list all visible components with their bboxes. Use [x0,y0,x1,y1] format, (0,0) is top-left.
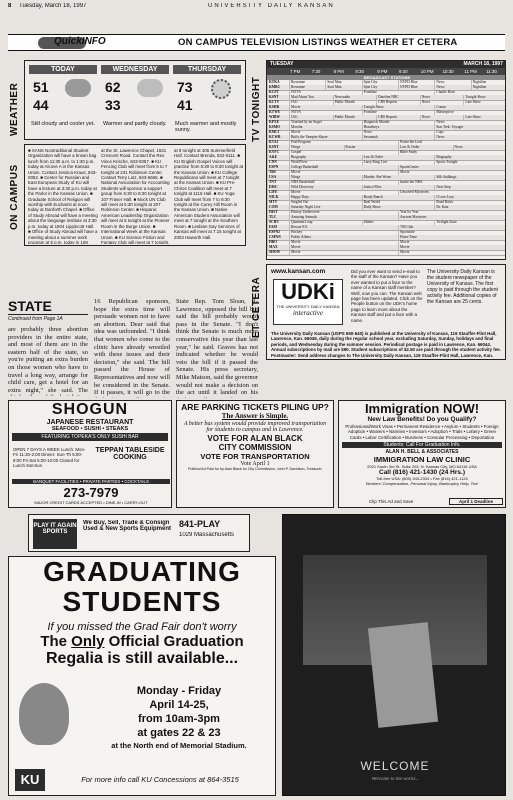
tv-section-label: TV TONIGHT [251,76,262,142]
tv-broadcast-header: BROADCAST STATIONS [267,75,506,80]
weather-icon-cloud [65,79,91,97]
tv-show: Ancient Mysteries [398,215,506,220]
tv-show: Frontline [362,110,437,115]
tv-show: Tonight Show [362,105,437,110]
parking-answer: The Answer is Simple. [221,412,289,420]
tv-show: News [434,120,506,125]
tv-channel: KCWB [267,135,291,140]
paper-name: UNIVERSITY DAILY KANSAN [208,3,335,9]
state-continued: Continued from Page 1A [8,316,63,322]
photo-ad [282,514,506,796]
tv-show: Movie [398,170,506,175]
tv-show: News [420,115,466,120]
state-column-2: 16 Republican sponsors, hope the extra time will persuade women not to have an abortion. Dear said that idea was unfounded. "I think that women who come to the clinic have already wrestled with these issues and their decision," she said. The bill passed the House of Representatives and now will be considered in the Senate. If it passes, it will go to the [94,298,170,397]
tv-channel: KTAJ [267,140,291,145]
tv-channel: TBS [267,170,291,175]
tv-show: News [453,145,507,150]
graduation-line-2c: Official Graduation [108,633,244,650]
tv-show: Wings [289,145,346,150]
campus-column-2: at the St. Lawrence Chapel, 1631 Crescent Road. Contact the Rev. Vince Krische, 843-0357. ■ KU Fencing Club will meet from 5 to 7 tonight at 231 Robinson Center. Contact Terry Lutz, 843-6665. ■ National Association for Accounting Students will sponsor a support group from 6:30 to 8:30 tonight at 107 Fraser Hall. ■ Mock UN Club will meet at 6:30 tonight at 207 Robinson Center. ■ Hispanic American Leadership Organization will meet at 6 tonight at the Pioneer Room in the Burge Union. ■ International Week at the Kansas Union. ■ KU Science Fiction and Fantasy Club will meet at 7 tonight. [101,148,170,244]
tv-channel: A&E [267,155,291,160]
tv-show: Dateline NBC [376,95,422,100]
tv-show: Praise the Lord [398,140,506,145]
tv-show: Unsolved Mysteries [398,190,506,195]
tv-show: Road Rules [434,200,506,205]
tv-channel: MAX [267,245,291,250]
tv-time-slot: 10:30 [442,69,454,74]
web-blurb: Did you ever want to send e-mail to the staff of the Kansan? Have you ever wanted to put a face to the name of a Kansan staff member? Well, now you can. The Kansan web page has been updated. Click on the People button on the UDK's home page to learn more about the Kansan staff and put a face with a name. [351,269,423,323]
tv-channel: ESPN2 [267,230,291,235]
tv-show: Real World [362,200,437,205]
weather-day-name: THURSDAY [173,65,241,74]
shogun-banquet: BANQUET FACILITIES • PRIVATE PARTIES • COCKTAILS [12,479,170,484]
shogun-phone: 273-7979 [63,485,119,500]
tv-show: Justice Files [362,185,437,190]
tv-channel: KPXE [267,120,291,125]
tv-show: Inside the NBA [398,180,506,185]
tv-show: History Undercover [289,210,400,215]
tv-show: Public Morals [333,100,379,105]
tv-listings [267,80,506,260]
tv-show: NOVA [289,110,364,115]
weather-description: Still cloudy and cooler yet. [31,121,95,127]
immigration-headline: Immigration NOW! [364,401,480,416]
tv-show: WorldView [289,160,364,165]
tv-show: Amazing Animals [289,215,400,220]
weather-day-thursday [173,65,241,137]
tv-show: Prime Time [398,235,506,240]
tv-show: Movie [398,250,506,255]
tv-show: Spin City [362,80,400,85]
tv-channel: SHOW [267,250,291,255]
page-number: 8 [8,3,12,9]
tv-show: Sportsnite [398,230,506,235]
immigration-tollfree: Toll-free USA: (800) 343-2334 • Fax (816) 421-1124 [376,476,468,482]
play-it-again-phone: 841-PLAY [179,519,221,529]
tv-show: Tonight Show [463,95,506,100]
immigration-ad [338,400,506,508]
campus-section-label: ON CAMPUS [9,164,20,230]
vote-date: Vote April 1 [240,461,270,467]
tv-show: Late Show [463,115,506,120]
tv-show: Saturday Night Live [289,205,364,210]
tv-channel: HBO [267,240,291,245]
weather-section-label: WEATHER [9,82,20,136]
tv-time-slot: 8:30 [355,69,364,74]
tv-channel: KSMO [267,125,291,130]
graduation-line-3: Regalia is still available... [45,650,239,667]
tv-channel: KYFC [267,150,291,155]
graduation-days: Monday - Friday [136,685,222,697]
weather-day-name: WEDNESDAY [101,65,169,74]
tv-channel: KCPT [267,90,291,95]
tv-show: 700 Club [398,225,506,230]
tv-show: Law & Order [398,145,455,150]
tv-show: Biography [434,155,506,160]
graduation-gates: at gates 22 & 23 [137,727,221,739]
tv-show: Public Morals [333,115,379,120]
photo-title: WELCOME [360,759,430,773]
tv-show: Buffy the Vampire Slayer [289,135,364,140]
graduation-line-1: If you missed the Grad Fair don't worry [47,621,237,633]
tv-show: Quantum Leap [289,220,364,225]
tv-show: Moesha [289,125,364,130]
tv-channel: FAM [267,225,291,230]
tv-time-slot: 7 PM [290,69,301,74]
tv-show: Year by Year [398,210,506,215]
tv-channel: TLC [267,215,291,220]
tv-show: Touched by an Angel [289,120,364,125]
immigration-services: Professional/Work Visas • Permanent Residence • Asylum • Students • Foreign Adoption • Waivers • Nannies • Investors • Adoption • Trials • Lottery • Green Cards • Labor Certification • Business • Consular Processing • Deportation [345,424,499,440]
tv-show: Movie [289,170,400,175]
tv-show: NYPD Blue [398,80,436,85]
tv-show: Movie [289,130,364,135]
tv-show: Movie [289,245,400,250]
immigration-firm: ALAN H. BELL & ASSOCIATES [385,449,459,456]
tv-channel: DISC [267,185,291,190]
immigration-students: Students: Call For Graduation Info. [342,442,502,448]
tv-show: NOVA [289,90,364,95]
vote-line-1: VOTE FOR ALAN BLACK [207,434,303,443]
tv-time-slot: 9:30 [399,69,408,74]
tv-show: Nightline [471,85,506,90]
tv-show: Homeboys [362,125,437,130]
tv-show: Singled Out [289,200,364,205]
april-deadline: April 1 Deadline [449,498,503,505]
weather-low: 41 [177,97,193,113]
play-it-again-address: 1029 Massachusetts [179,532,235,538]
immigration-workers: Workers' Compensation, Personal Injury, Bankruptcy Help, Too! [365,481,479,487]
play-it-again-logo: PLAY IT AGAIN SPORTS [33,519,77,549]
tv-time-slot: 10 PM [420,69,434,74]
tv-show: Cops [434,130,506,135]
tv-show: Conan [434,105,506,110]
tv-show: CBS Reports [376,115,422,120]
tv-channel: KTWU [267,110,291,115]
tv-show: Paid Program [289,140,400,145]
photo-caption: Welcome to the world... [371,777,419,782]
tv-show: Murder, She Wrote [362,175,437,180]
tv-time-slot: 11 PM [464,69,477,74]
tv-show: Frasier [344,145,401,150]
tv-show: Diagnosis Murder [362,120,437,125]
jayhawk-mascot-icon [19,683,69,745]
ku-logo: KU [15,769,45,791]
quickinfo-logo: QuickINFO [54,36,106,47]
tv-show: News [420,95,466,100]
weather-day-today [29,65,97,137]
publication-policy: The University Daily Kansan (USPS 650-640) is published at the University of Kansas, 119 Stauffer-Flint Hall, Lawrence, Kan. 66045, daily during the regular school year, excluding Saturday, Sunday, holidays and final periods, and Wednesday during the summer session. Periodical postage is paid in Lawrence, Kan. 66044. Annual subscriptions by mail are $90. Student subscriptions of $2.50 are paid through the student activity fee. Postmaster: Send address changes to The University Daily Kansan, 119 Stauffer-Flint Hall, Lawrence, Kan. [271,331,501,358]
tv-show: News [434,135,506,140]
tv-show: Rescue 911 [289,225,400,230]
graduation-info: For more info call KU Concessions at 864-3515 [81,775,239,784]
tv-show: Brady Bunch [362,195,437,200]
play-it-again-ad [28,514,250,552]
tv-show: Public Affairs [289,235,400,240]
tv-show: Nightline [471,80,506,85]
shogun-featuring: FEATURING TOPEKA'S ONLY SUSHI BAR [12,433,168,441]
tv-channel: COM [267,205,291,210]
weather-low: 44 [33,97,49,113]
tv-channel: MTV [267,200,291,205]
tv-show: Biography [289,155,364,160]
tv-channel: KSNT [267,95,291,100]
tv-show: News [362,130,437,135]
state-column-1: are probably three abortion providers in the entire state, and most of them are in the eastern half of the state, so you're putting an extra burden on those women who have to travel a long way, arrange for child care, get a hotel for an extra night," she said. The [8,326,88,394]
tv-show: News [420,100,466,105]
udki-tagline: interactive [293,309,323,317]
immigration-firm-2: IMMIGRATION LAW CLINIC [373,455,471,465]
tv-channel: ESPN [267,165,291,170]
tv-date: MARCH 18, 1997 [463,61,503,67]
weather-day-name: TODAY [29,65,97,74]
tv-show: Mad About You [289,95,335,100]
tv-show: Happy Days [289,195,364,200]
tv-time-slot: 8 PM [333,69,344,74]
tv-show: SportsCenter [398,165,506,170]
weather-panel [24,60,246,140]
weather-description: Warmer and partly cloudy. [103,121,167,127]
tv-show: Daily Show [362,205,437,210]
tv-show: Sports Tonight [434,160,506,165]
tv-show: Roseanne [289,80,327,85]
tv-show: Next Step [434,185,506,190]
vote-line-3: VOTE FOR TRANSPORTATION [200,452,310,461]
tv-channel: SCIFI [267,220,291,225]
weather-icon-partly-cloudy [137,79,163,97]
graduation-headline-2: STUDENTS [62,586,222,617]
shogun-teppan: TEPPAN TABLESIDE COOKING [95,447,165,461]
tv-show: Masterpiece [434,110,506,115]
tv-show: Late Show [463,100,506,105]
web-url: www.kansan.com [271,268,326,275]
tv-time-slot: 7:30 [311,69,321,74]
tv-date-bar [267,61,506,68]
immigration-address: 2021 South 3rd St. Suite 203, N. Kansas City, MO 64116 USA [367,464,477,470]
tv-grid [266,60,506,260]
graduation-times: from 10am-3pm [138,713,220,725]
tv-channel: TNT [267,180,291,185]
alan-black-ad [176,400,334,508]
shogun-subtitle: JAPANESE RESTAURANT [46,419,134,426]
etcetera-section-label: ET CETERA [251,276,262,338]
tv-channel: CNN [267,160,291,165]
tv-channel: KMBC [267,85,291,90]
etcetera-panel [266,264,506,360]
tv-show: News [434,80,472,85]
tv-show: News [434,85,472,90]
tv-show: Frontline [362,90,437,95]
graduation-headline-1: GRADUATING [43,556,241,587]
tv-show: JAG [289,100,335,105]
tv-show: Larry King Live [362,160,437,165]
tv-channel: KTKA [267,80,291,85]
shogun-name: SHOGUN [51,401,129,418]
issue-date: Tuesday, March 18, 1997 [19,3,87,9]
udki-subtitle: THE UNIVERSITY DAILY KANSAN [276,304,340,309]
tv-channel: USA [267,175,291,180]
tv-show: Roseanne [289,85,327,90]
tv-show: NBA Basketball [289,180,400,185]
parking-headline: ARE PARKING TICKETS PILING UP? [181,402,329,412]
tv-channel: LIFE [267,190,291,195]
shogun-items: SEAFOOD • SUSHI • STEAKS [51,426,129,432]
graduation-line-2a: The [40,633,67,650]
shogun-cards: MAJOR CREDIT CARDS ACCEPTED • DINE-IN • CARRY-OUT [34,500,148,505]
tv-show: Movie [398,240,506,245]
tv-channel: KMCI [267,130,291,135]
political-ad-notice: Political Ad Paid for by Alan Black for City Commission, John P. Davidson, Treasurer [188,467,322,471]
tv-show: Dr. Katz [434,205,506,210]
tv-show: Spin City [362,85,400,90]
tv-show: JAG [289,115,335,120]
tv-show: Sliders [362,220,437,225]
tv-channel: KSHB [267,105,291,110]
banner-title: ON CAMPUS TELEVISION LISTINGS WEATHER ET CETERA [178,37,458,48]
tv-show: Law & Order [362,155,437,160]
tv-show: Star Trek: Voyager [434,125,506,130]
copies-notice: The University Daily Kansan is the student newspaper of the University of Kansas. The first copy is paid through the student activity fee. Additional copies of the Kansan are 25 cents. [427,269,498,305]
tv-channel: KSNT [267,145,291,150]
state-column-3: State Rep. Tom Sloan, R-Lawrence, opposed the bill but said the bill probably would pass in the Senate. "I don't think the Senate is much more conservative this year than last year," he said. Graves has not indicated whether he would veto the bill if it passed the Senate. His press secretary, Mike Matson, said the governor would not make a decision on the act until it landed on his [176,298,258,397]
tv-row [267,250,506,256]
shogun-hours: OPEN 7 DAYS A WEEK Lunch: Mon-Fri 11:30-2:00 Dinner: Sun-Th 5:00-9:00 Fri-Sat 5:00-10:00 Closed for Lunch Sat-Sun [13,447,86,469]
graduation-line-2 [9,633,275,650]
udki-logo [273,279,343,325]
tv-show: Silk Stalkings [434,175,506,180]
weather-icon-sun [211,79,231,99]
quickinfo-banner [8,34,505,51]
campus-panel [24,144,246,246]
graduation-ad [8,556,276,796]
campus-column-1: ■ SANS Nontraditional Student Organization will have a brown bag lunch from 11:30 a.m. to 1:30 p.m. today at Alcove A in the Kansas Union. Contact Jessica Kraus, 843-0052. ■ Center for Russian and East European Study of KU will have a lecture at 3:30 p.m. today at the Parlor in the Kansas Union. ■ Graduate School of Religion will worship with Eucharist at noon today at Danforth Chapel. ■ Office of Study Abroad will have a meeting about the language institute at 3:30 p.m. today at 1904 Lippincott Hall. ■ Office of Study Abroad will have a meeting about a summer work program at 5 p.m. today in 108 [28,148,98,244]
tv-time-header [267,68,506,75]
tv-show: Gospel [289,150,400,155]
weather-description: Much warmer and mostly sunny. [175,121,237,133]
weather-high: 62 [105,79,121,95]
tv-show: Soul Man [325,85,363,90]
immigration-phone: Call (816) 421-1430 (24 Hrs.) [379,469,465,477]
tv-channel: CSPAN [267,235,291,240]
tv-channel: NICK [267,195,291,200]
tv-channel: HIST [267,210,291,215]
campus-column-3: at 8 tonight at 405 Summerfield Hall. Contact Brenda, 832-0111. ■ KU English Gospel Voices will practice from 6:30 to 8:30 tonight at the Kansas Union. ■ KU College Republicans will meet at 7 tonight at the Kansas Union. ■ KU Pre-Chiros Coalition will meet at 7 tonight at 1116 Hall. ■ KU Yoga Club will meet from 7 to 8:30 tonight at the Corey Hill Room in the Kansas Union. ■ Native American Student Association will meet at 7 tonight at the Southern Room. ■ Lesbian Gay Services of Kansas will meet at 7:15 tonight at 2003 Haworth Hall. [174,148,244,240]
weather-high: 51 [33,79,49,95]
tv-show: NYPD Blue [398,85,436,90]
tv-show: Hockey [289,230,400,235]
graduation-location: at the North end of Memorial Stadium. [111,741,247,750]
tv-show: Wings [289,175,364,180]
clip-notice: Clip This Ad and Save [369,499,414,504]
page-header [8,3,505,11]
tv-time-slot: 9 PM [377,69,388,74]
play-it-again-slogan: We Buy, Sell, Trade & Consign Used & New Sports Equipment [83,520,172,532]
tv-show: I Love Lucy [434,195,506,200]
tv-show: CBS Reports [376,100,422,105]
tv-show: College Basketball [289,165,400,170]
weather-high: 73 [177,79,193,95]
tv-show: Movie [289,105,364,110]
parking-body: A better bus system would provide improved transportation for students to campus and in Lawrence. [183,421,327,433]
shogun-ad [8,400,172,508]
graduation-line-2b: Only [71,633,105,650]
state-heading: STATE [8,298,88,315]
tv-channel: KCTV [267,100,291,105]
tv-show: Wild Discovery [289,185,364,190]
vote-line-2: CITY COMMISSION [218,443,292,452]
weather-low: 33 [105,97,121,113]
tv-show: Savannah [362,135,437,140]
udki-title: UDKi [281,279,335,304]
tv-channel: WIBW [267,115,291,120]
tv-show: Movie [289,250,400,255]
tv-show: Twilight Zone [434,220,506,225]
weather-day-wednesday [101,65,169,137]
tv-show: Newsradio [333,95,379,100]
tv-show: Charlie Rose [434,90,506,95]
tv-time-slot: 11:30 [486,69,497,74]
tv-show: Bible Study [398,150,506,155]
photo-figure [368,622,438,728]
tv-day: TUESDAY [270,61,294,67]
tv-show: Soul Man [325,80,363,85]
graduation-dates: April 14-25, [149,699,209,711]
tv-show: Movie [289,240,400,245]
immigration-question: New Law Benefits! Do you Qualify? [367,416,477,423]
tv-show: Movie [398,245,506,250]
tv-show: Movie [289,190,400,195]
